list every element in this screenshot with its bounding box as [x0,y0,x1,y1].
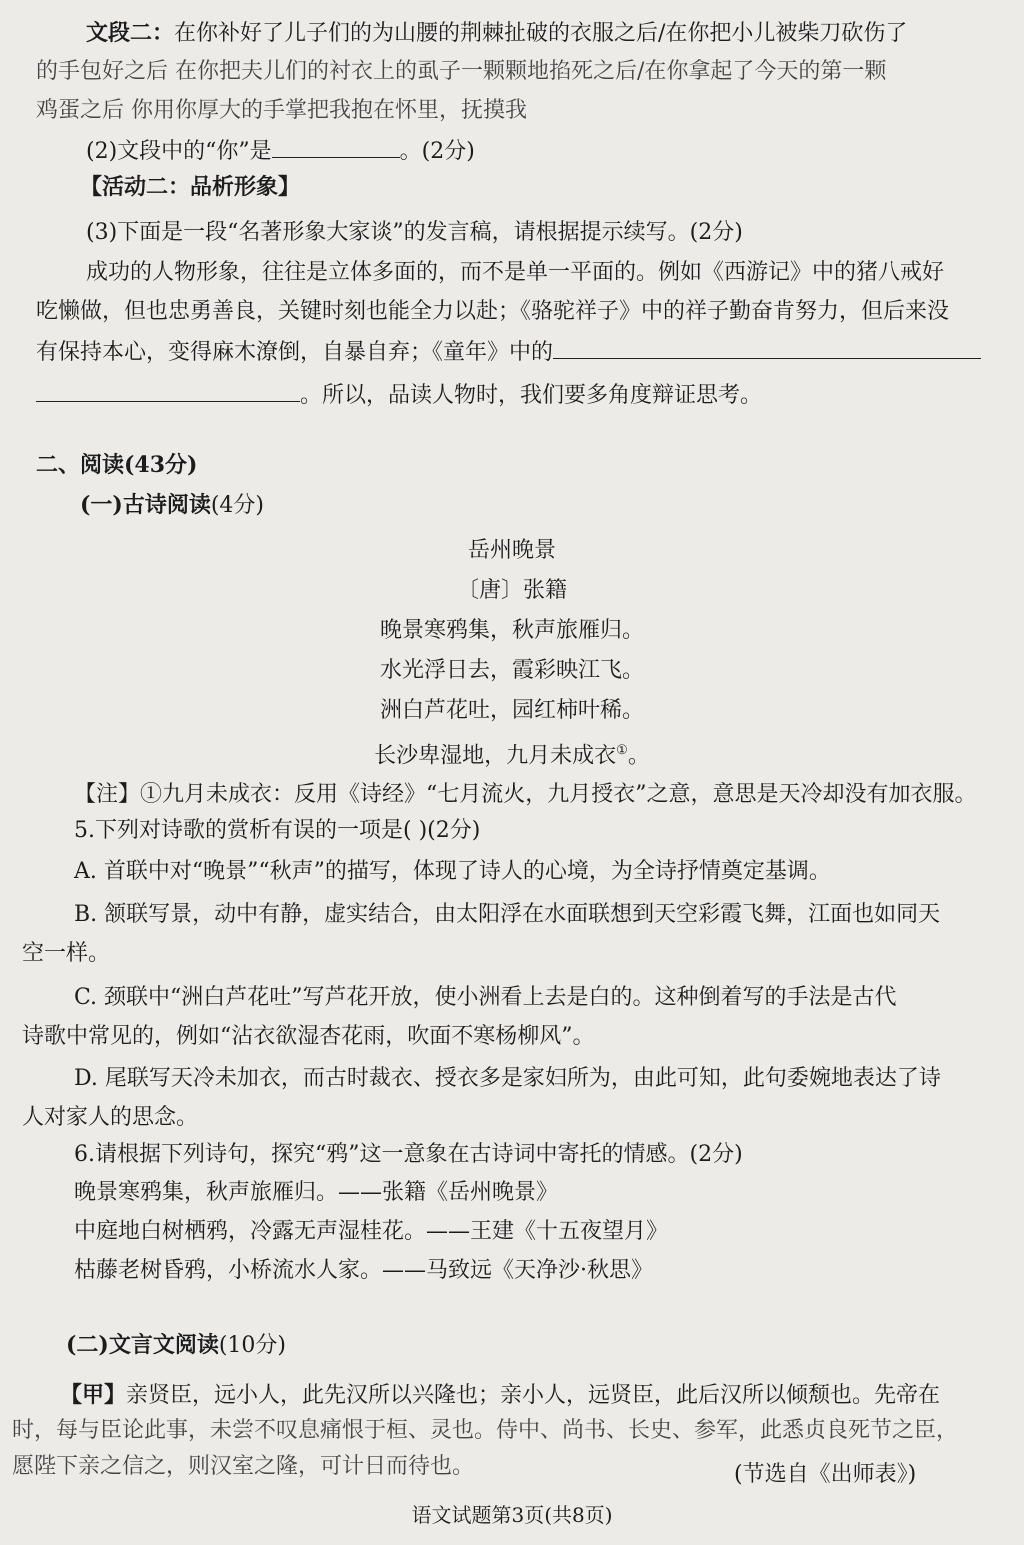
passage2-line3: 鸡蛋之后 你用你厚大的手掌把我抱在怀里，抚摸我 [36,98,527,123]
passage2-line2: 的手包好之后 在你把夫儿们的衬衣上的虱子一颗颗地掐死之后/在你拿起了今天的第一颗 [36,59,887,84]
poem-line-1: 晚景寒鸦集，秋声旅雁归。 [379,618,644,643]
answer-blank[interactable] [553,336,981,359]
question-6-stem: 6.请根据下列诗句，探究“鸦”这一意象在古诗词中寄托的情感。(2分) [74,1142,743,1167]
passage2-lead: 文段二： [86,20,175,46]
footnote-marker: ① [616,743,628,758]
poem-title: 岳州晚景 [467,538,556,563]
passage2-line1: 文段二：在你补好了儿子们的为山腰的荆棘扯破的衣服之后/在你把小儿被柴刀砍伤了 [86,20,908,46]
question-5-stem: 5.下列对诗歌的赏析有误的一项是( )(2分) [74,818,481,843]
question-5-option-b-line1: B. 颔联写景，动中有静，虚实结合，由太阳浮在水面联想到天空彩霞飞舞，江面也如同天 [74,902,941,927]
classical-lead: 【甲】 [60,1382,127,1408]
question-5-option-c-line1: C. 颈联中“洲白芦花吐”写芦花开放，使小洲看上去是白的。这种倒着写的手法是古代 [74,985,897,1010]
answer-blank[interactable] [36,379,300,402]
poem-author: 〔唐〕张籍 [456,578,567,603]
sub-section-1-heading: (一)古诗阅读(4分) [80,492,264,518]
classical-line1: 【甲】亲贤臣，远小人，此先汉所以兴隆也；亲小人，远贤臣，此后汉所以倾颓也。先帝在 [60,1382,941,1408]
question-6-verse-3: 枯藤老树昏鸦，小桥流水人家。——马致远《天净沙·秋思》 [74,1258,653,1283]
question-3-line4: 。所以，品读人物时，我们要多角度辩证思考。 [36,379,762,411]
classical-line3: 愿陛下亲之信之，则汉室之隆，可计日而待也。 [12,1454,475,1479]
answer-blank[interactable] [272,135,400,158]
question-5-option-d-line1: D. 尾联写天冷未加衣，而古时裁衣、授衣多是家妇所为，由此可知，此句委婉地表达了诗 [74,1066,941,1091]
activity-2-heading: 【活动二：品析形象】 [80,174,301,200]
question-5-option-b-line2: 空一样。 [22,941,111,966]
poem-line-3: 洲白芦花吐，园红柿叶稀。 [379,698,644,723]
section-2-heading: 二、阅读(43分) [36,452,198,478]
question-3-line3: 有保持本心，变得麻木潦倒，自暴自弃；《童年》中的 [36,336,981,368]
question-5-option-d-line2: 人对家人的思念。 [22,1105,199,1130]
poem-line-2: 水光浮日去，霞彩映江飞。 [379,658,644,683]
question-6-verse-1: 晚景寒鸦集，秋声旅雁归。——张籍《岳州晚景》 [74,1180,559,1205]
question-2: (2)文段中的“你”是 。(2分) [86,135,475,167]
question-3-line2: 吃懒做，但也忠勇善良，关键时刻也能全力以赴；《骆驼祥子》中的祥子勤奋肯努力，但后来没 [36,299,950,324]
sub-section-2-heading: (二)文言文阅读(10分) [66,1332,286,1358]
poem-note: 【注】①九月未成衣：反用《诗经》“七月流火，九月授衣”之意，意思是天冷却没有加衣服。 [74,782,977,807]
question-3-prompt: (3)下面是一段“名著形象大家谈”的发言稿，请根据提示续写。(2分) [86,220,743,245]
poem-line-4: 长沙卑湿地，九月未成衣①。 [374,743,650,769]
page-footer: 语文试题第3页(共8页) [411,1503,613,1527]
classical-source: (节选自《出师表》) [734,1462,917,1487]
question-6-verse-2: 中庭地白树栖鸦，冷露无声湿桂花。——王建《十五夜望月》 [74,1219,669,1244]
classical-line2: 时，每与臣论此事，未尝不叹息痛恨于桓、灵也。侍中、尚书、长史、参军，此悉贞良死节之臣， [12,1418,959,1443]
question-5-option-a: A. 首联中对“晚景”“秋声”的描写，体现了诗人的心境，为全诗抒情奠定基调。 [74,859,831,884]
question-5-option-c-line2: 诗歌中常见的，例如“沾衣欲湿杏花雨，吹面不寒杨柳风”。 [22,1024,595,1049]
question-3-line1: 成功的人物形象，往往是立体多面的，而不是单一平面的。例如《西游记》中的猪八戒好 [86,260,945,285]
